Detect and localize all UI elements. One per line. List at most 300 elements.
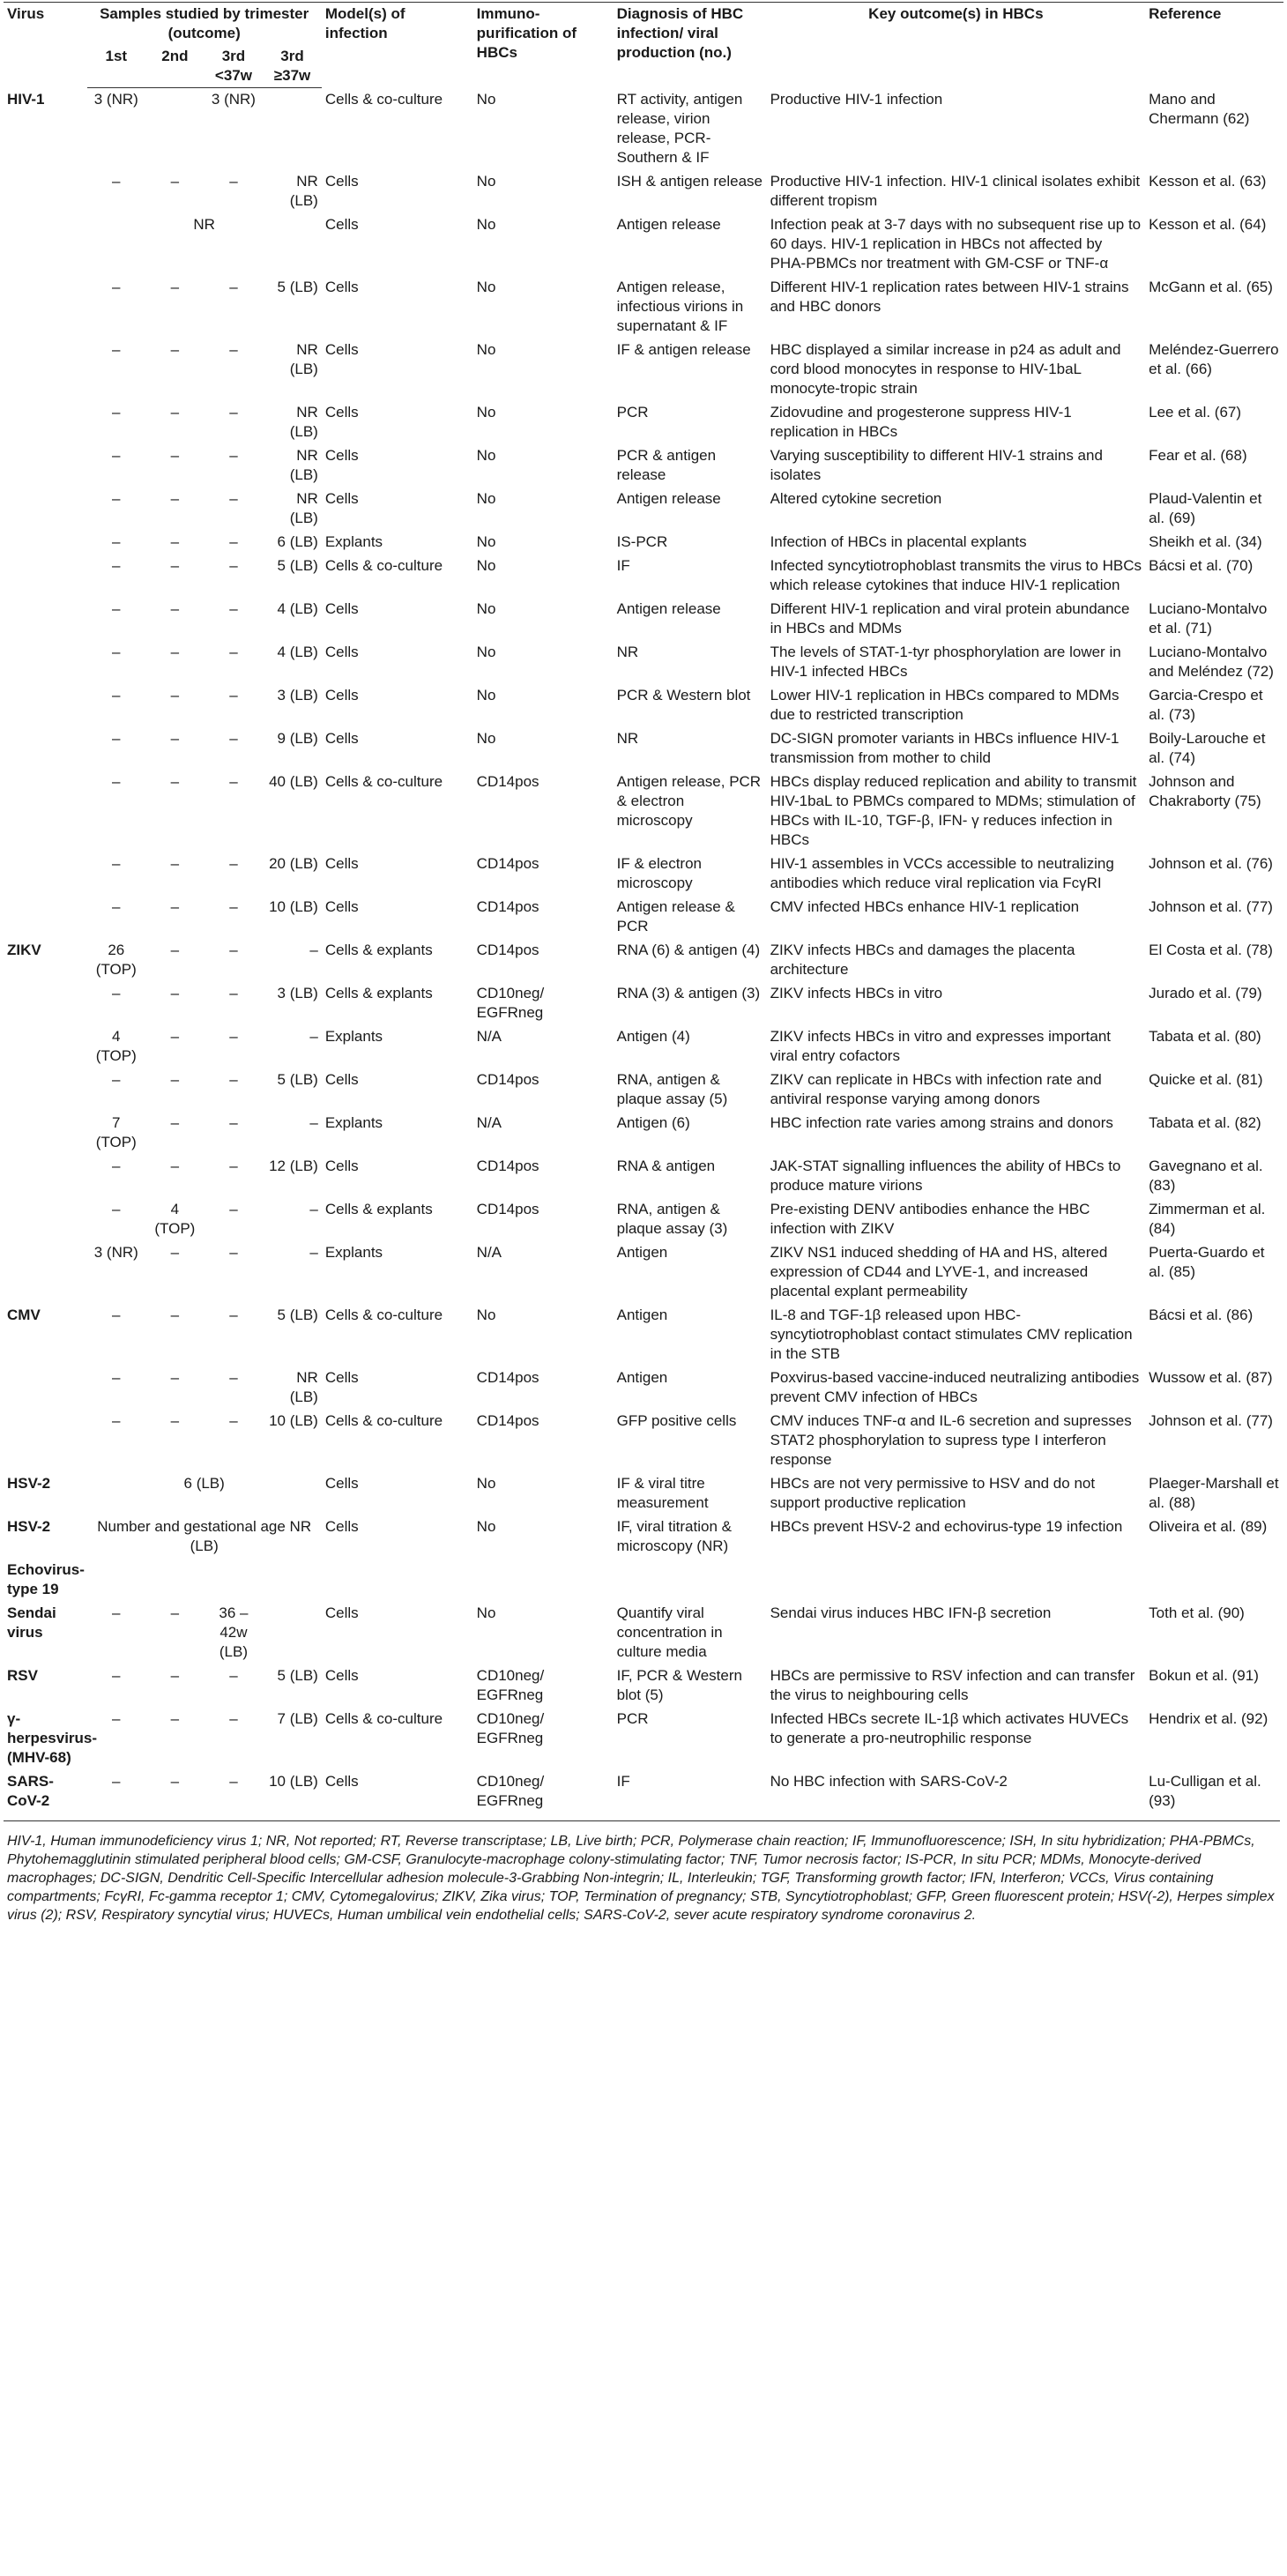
trimester-3-preterm-cell: – xyxy=(229,643,238,660)
model-cell: Cells xyxy=(324,489,359,507)
trimester-3-term-cell: 4 (LB) xyxy=(277,643,318,660)
virus-cell xyxy=(4,213,87,276)
header-samples: Samples studied by trimester (outcome) xyxy=(87,3,322,46)
immuno-cell: CD14pos xyxy=(476,1368,539,1386)
model-cell: Cells xyxy=(324,1772,359,1790)
trimester-3-preterm-cell: – xyxy=(229,556,238,574)
trimester-2-cell xyxy=(145,88,205,170)
trimester-3-term-cell: 5 (LB) xyxy=(277,1070,318,1088)
model-cell: Cells & co-culture xyxy=(324,90,443,108)
model-cell: Cells & co-culture xyxy=(324,1709,443,1727)
table-row xyxy=(4,170,1283,213)
outcome-cell: No HBC infection with SARS-CoV-2 xyxy=(770,1772,1008,1790)
model-cell: Explants xyxy=(324,1113,383,1131)
immuno-cell: CD10neg/ EGFRneg xyxy=(476,1772,545,1809)
immuno-cell: No xyxy=(476,556,496,574)
table-row xyxy=(4,1410,1283,1472)
model-cell: Cells & explants xyxy=(324,941,433,958)
trimester-3-preterm-cell: – xyxy=(229,984,238,1001)
trimester-1-cell: – xyxy=(112,1666,121,1684)
model-cell: Cells xyxy=(324,340,359,358)
header-trimester-3-term: 3rd ≥37w xyxy=(263,45,322,88)
trimester-3-preterm-cell: 3 (NR) xyxy=(211,91,256,108)
trimester-2-cell: – xyxy=(170,772,180,790)
model-cell: Cells xyxy=(324,278,359,295)
reference-cell: Garcia-Crespo et al. (73) xyxy=(1149,686,1263,723)
diagnosis-cell: IF xyxy=(616,1772,630,1790)
trimester-3-term-cell: 5 (LB) xyxy=(277,556,318,574)
model-cell: Explants xyxy=(324,532,383,550)
reference-cell: Plaeger-Marshall et al. (88) xyxy=(1149,1474,1279,1511)
trimester-3-preterm-cell: – xyxy=(229,1666,238,1684)
virus-cell xyxy=(4,1112,87,1155)
virus-cell xyxy=(4,1068,87,1112)
diagnosis-cell: IF, PCR & Western blot (5) xyxy=(616,1666,742,1703)
trimester-3-term-cell: 40 (LB) xyxy=(269,772,318,790)
trimester-1-cell: – xyxy=(112,1070,121,1088)
samples-cell: 6 (LB) xyxy=(183,1474,225,1492)
diagnosis-cell: Antigen release xyxy=(616,489,721,507)
trimester-2-cell: – xyxy=(170,1709,180,1727)
table-row xyxy=(4,896,1283,939)
trimester-3-term-cell: 5 (LB) xyxy=(277,278,318,295)
model-cell: Cells xyxy=(324,643,359,660)
empty-cell xyxy=(87,1559,1284,1602)
outcome-cell: ZIKV infects HBCs in vitro xyxy=(770,984,943,1001)
reference-cell: Lee et al. (67) xyxy=(1149,403,1242,421)
virus-cell xyxy=(4,444,87,488)
outcome-cell: CMV infected HBCs enhance HIV-1 replication xyxy=(770,897,1080,915)
virus-cell xyxy=(4,1410,87,1472)
trimester-1-cell: – xyxy=(112,1200,121,1217)
trimester-2-cell: – xyxy=(170,1157,180,1174)
diagnosis-cell: RNA (3) & antigen (3) xyxy=(616,984,761,1001)
immuno-cell: No xyxy=(476,172,496,190)
trimester-1-cell: 3 (NR) xyxy=(93,1243,138,1261)
table-row xyxy=(4,1304,1283,1366)
diagnosis-cell: RNA (6) & antigen (4) xyxy=(616,941,761,958)
diagnosis-cell: Antigen release, infectious virions in supernatant & IF xyxy=(616,278,744,334)
diagnosis-cell: NR xyxy=(616,729,639,747)
header-outcome: Key outcome(s) in HBCs xyxy=(767,3,1146,88)
trimester-2-cell: – xyxy=(170,686,180,704)
outcome-cell: JAK-STAT signalling influences the ability of HBCs to produce mature virions xyxy=(770,1157,1121,1194)
outcome-cell: IL-8 and TGF-1β released upon HBC-syncytiotrophoblast contact stimulates CMV replication in the STB xyxy=(770,1306,1133,1362)
trimester-3-term-cell xyxy=(263,88,322,170)
trimester-3-preterm-cell: – xyxy=(229,599,238,617)
virus-cell xyxy=(4,555,87,598)
diagnosis-cell: GFP positive cells xyxy=(616,1411,737,1429)
diagnosis-cell: Antigen (4) xyxy=(616,1027,690,1045)
trimester-3-preterm-cell: – xyxy=(229,1368,238,1386)
trimester-3-preterm-cell: – xyxy=(229,854,238,872)
header-trimester-3-preterm: 3rd <37w xyxy=(205,45,264,88)
trimester-3-term-cell: – xyxy=(309,1027,318,1045)
model-cell: Cells xyxy=(324,854,359,872)
reference-cell: Puerta-Guardo et al. (85) xyxy=(1149,1243,1265,1280)
diagnosis-cell: RNA & antigen xyxy=(616,1157,716,1174)
outcome-cell: Pre-existing DENV antibodies enhance the HBC infection with ZIKV xyxy=(770,1200,1090,1237)
reference-cell: Johnson et al. (77) xyxy=(1149,1411,1273,1429)
trimester-3-term-cell: 20 (LB) xyxy=(269,854,318,872)
outcome-cell: Productive HIV-1 infection. HIV-1 clinical isolates exhibit different tropism xyxy=(770,172,1141,209)
trimester-2-cell: – xyxy=(170,1772,180,1790)
virus-cell xyxy=(4,1155,87,1198)
outcome-cell: Infected HBCs secrete IL-1β which activates HUVECs to generate a pro-neutrophilic response xyxy=(770,1709,1129,1746)
diagnosis-cell: RNA, antigen & plaque assay (5) xyxy=(616,1070,728,1107)
header-row xyxy=(4,3,1283,46)
immuno-cell: CD14pos xyxy=(476,1157,539,1174)
model-cell: Cells xyxy=(324,729,359,747)
diagnosis-cell: Antigen release & PCR xyxy=(616,897,735,934)
table-row xyxy=(4,339,1283,401)
table-row xyxy=(4,727,1283,771)
diagnosis-cell: PCR & antigen release xyxy=(616,446,717,483)
immuno-cell: No xyxy=(476,1474,496,1492)
immuno-cell: CD14pos xyxy=(476,1200,539,1217)
trimester-2-cell: – xyxy=(170,897,180,915)
table-row xyxy=(4,598,1283,641)
immuno-cell: No xyxy=(476,686,496,704)
diagnosis-cell: Antigen xyxy=(616,1243,668,1261)
trimester-3-preterm-cell: – xyxy=(229,1027,238,1045)
table-row xyxy=(4,982,1283,1025)
trimester-2-cell: – xyxy=(170,1070,180,1088)
trimester-3-term-cell: – xyxy=(309,941,318,958)
trimester-2-cell: – xyxy=(170,489,180,507)
trimester-3-term-cell xyxy=(263,1602,322,1664)
model-cell: Cells xyxy=(324,1070,359,1088)
trimester-1-cell: – xyxy=(112,532,121,550)
reference-cell: Johnson et al. (76) xyxy=(1149,854,1273,872)
reference-cell: Luciano-Montalvo and Meléndez (72) xyxy=(1149,643,1274,680)
table-row xyxy=(4,641,1283,684)
immuno-cell: No xyxy=(476,1517,496,1535)
table-row xyxy=(4,1068,1283,1112)
trimester-3-preterm-cell: – xyxy=(229,1772,238,1790)
trimester-3-preterm-cell: – xyxy=(229,1411,238,1429)
outcome-cell: ZIKV can replicate in HBCs with infection rate and antiviral response varying among donors xyxy=(770,1070,1102,1107)
trimester-3-term-cell: 12 (LB) xyxy=(269,1157,318,1174)
trimester-3-term-cell: 3 (LB) xyxy=(277,984,318,1001)
table-row xyxy=(4,88,1283,170)
trimester-3-preterm-cell: – xyxy=(229,172,238,190)
trimester-2-cell: – xyxy=(170,278,180,295)
trimester-1-cell: – xyxy=(112,1604,121,1621)
trimester-1-cell: – xyxy=(112,489,121,507)
table-row xyxy=(4,444,1283,488)
trimester-2-cell: 4 (TOP) xyxy=(154,1200,196,1237)
virus-cell: HIV-1 xyxy=(7,90,45,108)
table-row xyxy=(4,1198,1283,1241)
virus-cell xyxy=(4,598,87,641)
virus-cell: Sendai virus xyxy=(7,1604,56,1641)
diagnosis-cell: Antigen (6) xyxy=(616,1113,690,1131)
model-cell: Cells xyxy=(324,897,359,915)
outcome-cell: The levels of STAT-1-tyr phosphorylation are lower in HIV-1 infected HBCs xyxy=(770,643,1121,680)
trimester-3-term-cell: NR (LB) xyxy=(289,446,318,483)
model-cell: Cells xyxy=(324,1474,359,1492)
model-cell: Cells xyxy=(324,599,359,617)
trimester-1-cell: 26 (TOP) xyxy=(95,941,137,978)
outcome-cell: DC-SIGN promoter variants in HBCs influence HIV-1 transmission from mother to child xyxy=(770,729,1120,766)
header-model: Model(s) of infection xyxy=(322,3,473,88)
virus-cell: SARS-CoV-2 xyxy=(7,1772,54,1809)
trimester-3-preterm-cell: – xyxy=(229,729,238,747)
trimester-2-cell: – xyxy=(170,1027,180,1045)
diagnosis-cell: Antigen release xyxy=(616,215,721,233)
trimester-1-cell: – xyxy=(112,446,121,464)
outcome-cell: Lower HIV-1 replication in HBCs compared to MDMs due to restricted transcription xyxy=(770,686,1120,723)
reference-cell: Bácsi et al. (86) xyxy=(1149,1306,1254,1323)
table-row xyxy=(4,1366,1283,1410)
virus-cell: CMV xyxy=(7,1306,41,1323)
table-row xyxy=(4,213,1283,276)
samples-cell: NR xyxy=(193,215,215,233)
virus-cell xyxy=(4,488,87,531)
trimester-2-cell: – xyxy=(170,599,180,617)
table-row xyxy=(4,555,1283,598)
trimester-3-term-cell: NR (LB) xyxy=(289,340,318,377)
immuno-cell: CD10neg/ EGFRneg xyxy=(476,984,545,1021)
reference-cell: Hendrix et al. (92) xyxy=(1149,1709,1268,1727)
diagnosis-cell: RT activity, antigen release, virion release, PCR-Southern & IF xyxy=(616,90,743,166)
reference-cell: Meléndez-Guerrero et al. (66) xyxy=(1149,340,1279,377)
diagnosis-cell: IF, viral titration & microscopy (NR) xyxy=(616,1517,732,1554)
reference-cell: Lu-Culligan et al. (93) xyxy=(1149,1772,1261,1809)
table-row xyxy=(4,531,1283,555)
diagnosis-cell: IF & electron microscopy xyxy=(616,854,702,891)
reference-cell: Zimmerman et al. (84) xyxy=(1149,1200,1266,1237)
trimester-1-cell: – xyxy=(112,686,121,704)
virus-cell: RSV xyxy=(7,1666,38,1684)
trimester-3-term-cell: – xyxy=(309,1200,318,1217)
trimester-1-cell: – xyxy=(112,1709,121,1727)
diagnosis-cell: IF & antigen release xyxy=(616,340,751,358)
trimester-1-cell: 4 (TOP) xyxy=(95,1027,137,1064)
reference-cell: Johnson et al. (77) xyxy=(1149,897,1273,915)
trimester-1-cell: – xyxy=(112,403,121,421)
model-cell: Explants xyxy=(324,1027,383,1045)
model-cell: Cells & co-culture xyxy=(324,556,443,574)
immuno-cell: N/A xyxy=(476,1027,502,1045)
trimester-3-preterm-cell: – xyxy=(229,772,238,790)
table-row xyxy=(4,1515,1283,1559)
model-cell: Cells xyxy=(324,686,359,704)
outcome-cell: Productive HIV-1 infection xyxy=(770,90,943,108)
reference-cell: Tabata et al. (80) xyxy=(1149,1027,1261,1045)
trimester-3-term-cell: 3 (LB) xyxy=(277,686,318,704)
immuno-cell: No xyxy=(476,729,496,747)
virus-cell: ZIKV xyxy=(7,941,41,958)
trimester-2-cell: – xyxy=(170,1113,180,1131)
trimester-3-preterm-cell: – xyxy=(229,941,238,958)
trimester-1-cell: – xyxy=(112,1306,121,1323)
diagnosis-cell: PCR xyxy=(616,1709,649,1727)
trimester-1-cell: – xyxy=(112,772,121,790)
trimester-2-cell: – xyxy=(170,643,180,660)
model-cell: Cells xyxy=(324,215,359,233)
outcome-cell: Sendai virus induces HBC IFN-β secretion xyxy=(770,1604,1052,1621)
outcome-cell: Altered cytokine secretion xyxy=(770,489,942,507)
reference-cell: Wussow et al. (87) xyxy=(1149,1368,1273,1386)
immuno-cell: No xyxy=(476,215,496,233)
trimester-1-cell: – xyxy=(112,897,121,915)
immuno-cell: CD14pos xyxy=(476,897,539,915)
reference-cell: Bokun et al. (91) xyxy=(1149,1666,1259,1684)
outcome-cell: Zidovudine and progesterone suppress HIV-1 replication in HBCs xyxy=(770,403,1072,440)
reference-cell: Luciano-Montalvo et al. (71) xyxy=(1149,599,1268,637)
model-cell: Cells & explants xyxy=(324,1200,433,1217)
virus-cell xyxy=(4,339,87,401)
virus-cell xyxy=(4,1241,87,1304)
outcome-cell: HIV-1 assembles in VCCs accessible to neutralizing antibodies which reduce viral replication via FcγRI xyxy=(770,854,1114,891)
table-row xyxy=(4,276,1283,339)
header-virus: Virus xyxy=(4,3,87,88)
diagnosis-cell: NR xyxy=(616,643,639,660)
immuno-cell: No xyxy=(476,489,496,507)
virus-cell xyxy=(4,1025,87,1068)
trimester-3-preterm-cell: – xyxy=(229,897,238,915)
table-row xyxy=(4,1241,1283,1304)
table-row xyxy=(4,1559,1283,1602)
virus-cell xyxy=(4,684,87,727)
table-row xyxy=(4,1602,1283,1664)
trimester-2-cell: – xyxy=(170,941,180,958)
trimester-3-preterm-cell: – xyxy=(229,1709,238,1727)
model-cell: Cells xyxy=(324,1517,359,1535)
trimester-3-preterm-cell: – xyxy=(229,446,238,464)
diagnosis-cell: IS-PCR xyxy=(616,532,668,550)
virus-cell: HSV-2 xyxy=(7,1517,51,1535)
trimester-3-preterm-cell: – xyxy=(229,278,238,295)
trimester-3-term-cell: 5 (LB) xyxy=(277,1306,318,1323)
diagnosis-cell: RNA, antigen & plaque assay (3) xyxy=(616,1200,728,1237)
virus-cell xyxy=(4,896,87,939)
trimester-3-term-cell: 9 (LB) xyxy=(277,729,318,747)
trimester-1-cell: – xyxy=(112,643,121,660)
table-row xyxy=(4,771,1283,852)
outcome-cell: HBCs are not very permissive to HSV and do not support productive replication xyxy=(770,1474,1096,1511)
trimester-2-cell: – xyxy=(170,729,180,747)
trimester-3-preterm-cell: – xyxy=(229,1113,238,1131)
trimester-3-preterm-cell: – xyxy=(229,532,238,550)
trimester-1-cell: – xyxy=(112,599,121,617)
trimester-2-cell: – xyxy=(170,984,180,1001)
diagnosis-cell: Antigen release xyxy=(616,599,721,617)
samples-cell: Number and gestational age NR (LB) xyxy=(97,1517,312,1554)
table-row xyxy=(4,1770,1283,1813)
outcome-cell: Different HIV-1 replication rates between HIV-1 strains and HBC donors xyxy=(770,278,1129,315)
trimester-3-term-cell: – xyxy=(309,1113,318,1131)
trimester-3-preterm-cell: – xyxy=(229,1070,238,1088)
diagnosis-cell: Quantify viral concentration in culture media xyxy=(616,1604,723,1660)
diagnosis-cell: Antigen release, PCR & electron microscopy xyxy=(616,772,762,829)
trimester-1-cell: – xyxy=(112,1157,121,1174)
immuno-cell: No xyxy=(476,340,496,358)
trimester-2-cell: – xyxy=(170,1368,180,1386)
trimester-3-term-cell: 6 (LB) xyxy=(277,532,318,550)
virus-cell xyxy=(4,982,87,1025)
model-cell: Cells & explants xyxy=(324,984,433,1001)
trimester-2-cell: – xyxy=(170,1604,180,1621)
trimester-1-cell: – xyxy=(112,729,121,747)
immuno-cell: CD14pos xyxy=(476,854,539,872)
trimester-3-term-cell: NR (LB) xyxy=(289,172,318,209)
trimester-1-cell: – xyxy=(112,1411,121,1429)
model-cell: Cells xyxy=(324,1368,359,1386)
outcome-cell: Infection of HBCs in placental explants xyxy=(770,532,1027,550)
reference-cell: Tabata et al. (82) xyxy=(1149,1113,1261,1131)
reference-cell: Johnson and Chakraborty (75) xyxy=(1149,772,1261,809)
trimester-2-cell: – xyxy=(170,403,180,421)
trimester-3-preterm-cell: – xyxy=(229,1243,238,1261)
trimester-3-term-cell: 10 (LB) xyxy=(269,1411,318,1429)
table-row xyxy=(4,1025,1283,1068)
table-row xyxy=(4,1664,1283,1708)
outcome-cell: Different HIV-1 replication and viral protein abundance in HBCs and MDMs xyxy=(770,599,1130,637)
reference-cell: Gavegnano et al. (83) xyxy=(1149,1157,1263,1194)
table-row xyxy=(4,1112,1283,1155)
immuno-cell: CD14pos xyxy=(476,941,539,958)
outcome-cell: HBC displayed a similar increase in p24 as adult and cord blood monocytes in response to HIV-1baL monocyte-tropic strain xyxy=(770,340,1121,397)
model-cell: Explants xyxy=(324,1243,383,1261)
trimester-1-cell: – xyxy=(112,556,121,574)
model-cell: Cells xyxy=(324,1604,359,1621)
trimester-2-cell: – xyxy=(170,1243,180,1261)
trimester-2-cell: – xyxy=(170,446,180,464)
table-row xyxy=(4,488,1283,531)
immuno-cell: No xyxy=(476,90,496,108)
model-cell: Cells xyxy=(324,1666,359,1684)
virus-cell xyxy=(4,641,87,684)
model-cell: Cells & co-culture xyxy=(324,1306,443,1323)
trimester-2-cell: – xyxy=(170,1666,180,1684)
trimester-3-preterm-cell: – xyxy=(229,686,238,704)
trimester-1-cell: – xyxy=(112,1368,121,1386)
virus-cell xyxy=(4,727,87,771)
table-row xyxy=(4,401,1283,444)
trimester-3-preterm-cell: – xyxy=(229,340,238,358)
trimester-1-cell: – xyxy=(112,984,121,1001)
diagnosis-cell: Antigen xyxy=(616,1306,668,1323)
outcome-cell: ZIKV infects HBCs in vitro and expresses important viral entry cofactors xyxy=(770,1027,1112,1064)
diagnosis-cell: IF xyxy=(616,556,630,574)
outcome-cell: CMV induces TNF-α and IL-6 secretion and supresses STAT2 phosphorylation to supress type I interferon response xyxy=(770,1411,1132,1468)
outcome-cell: HBCs are permissive to RSV infection and can transfer the virus to neighbouring cells xyxy=(770,1666,1135,1703)
immuno-cell: CD10neg/ EGFRneg xyxy=(476,1709,545,1746)
trimester-2-cell: – xyxy=(170,172,180,190)
reference-cell: Boily-Larouche et al. (74) xyxy=(1149,729,1266,766)
trimester-3-preterm-cell: – xyxy=(229,1306,238,1323)
outcome-cell: ZIKV infects HBCs and damages the placenta architecture xyxy=(770,941,1075,978)
diagnosis-cell: ISH & antigen release xyxy=(616,172,763,190)
virus-cell xyxy=(4,170,87,213)
header-trimester-2: 2nd xyxy=(145,45,205,88)
outcome-cell: Infected syncytiotrophoblast transmits the virus to HBCs which release cytokines that induce HIV-1 replication xyxy=(770,556,1142,593)
header-immuno: Immuno-purification of HBCs xyxy=(473,3,614,88)
trimester-3-term-cell: NR (LB) xyxy=(289,489,318,526)
trimester-3-preterm-cell: – xyxy=(229,1200,238,1217)
trimester-3-term-cell: 7 (LB) xyxy=(277,1709,318,1727)
immuno-cell: No xyxy=(476,532,496,550)
model-cell: Cells xyxy=(324,172,359,190)
trimester-1-cell: – xyxy=(112,278,121,295)
trimester-1-cell: 7 (TOP) xyxy=(95,1113,137,1150)
immuno-cell: N/A xyxy=(476,1243,502,1261)
outcome-cell: Infection peak at 3-7 days with no subsequent rise up to 60 days. HIV-1 replication in HBCs not affected by PHA-PBMCs nor treatment with GM-CSF or TNF-α xyxy=(770,215,1142,272)
table-row xyxy=(4,852,1283,896)
